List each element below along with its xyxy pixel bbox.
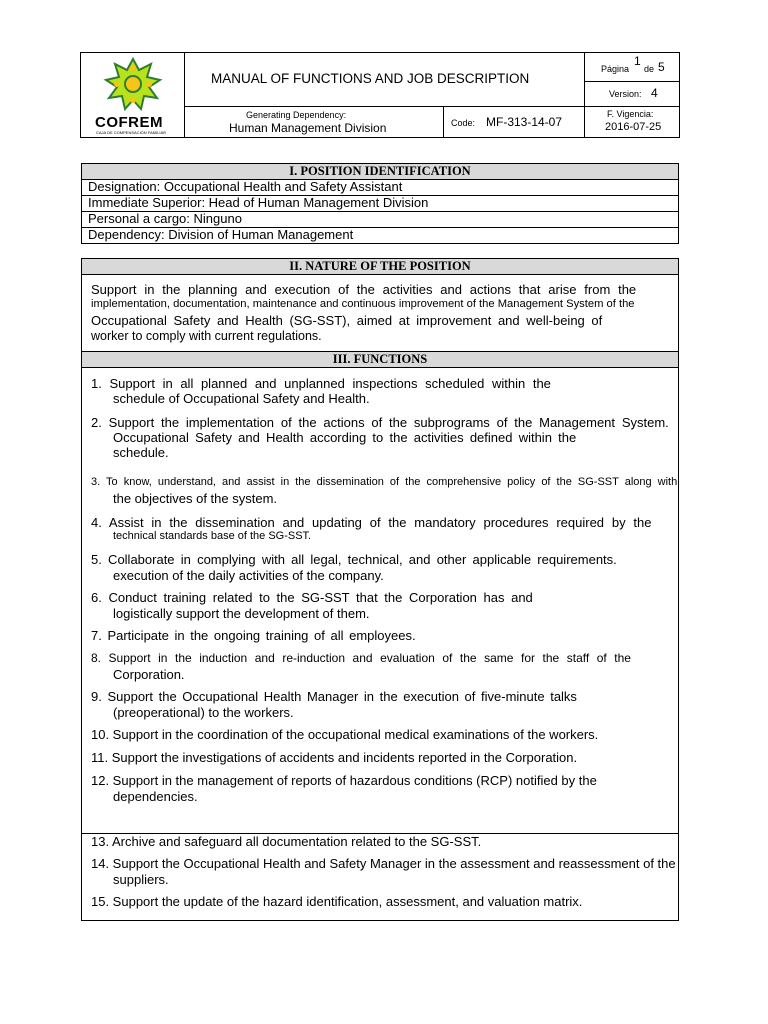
page-total: 5 [658, 60, 665, 74]
function-item: 15. Support the update of the hazard identification, assessment, and valuation matrix. [91, 894, 583, 909]
function-item-cont: logistically support the development of them. [113, 606, 370, 621]
designation-row: Designation: Occupational Health and Safety Assistant [88, 179, 403, 194]
document-title: MANUAL OF FUNCTIONS AND JOB DESCRIPTION [211, 71, 530, 86]
function-item: 4. Assist in the dissemination and updating of the mandatory procedures required by the [91, 515, 652, 530]
nature-heading: II. NATURE OF THE POSITION [81, 258, 679, 275]
code-label: Code: [451, 118, 476, 128]
nature-line: implementation, documentation, maintenance and continuous improvement of the Management System of the [91, 298, 635, 310]
function-item-cont: technical standards base of the SG-SST. [113, 530, 312, 542]
function-item-cont: Occupational Safety and Health according to the activities defined within the [113, 430, 577, 445]
nature-line: Support in the planning and execution of the activities and actions that arise from the [91, 282, 637, 297]
logo-text: COFREM [95, 114, 163, 131]
nature-line: Occupational Safety and Health (SG-SST), aimed at improvement and well-being of [91, 313, 603, 328]
function-item: 3. To know, understand, and assist in the dissemination of the comprehensive policy of the SG-SST along with [91, 476, 678, 488]
function-item: 6. Conduct training related to the SG-SST that the Corporation has and [91, 590, 533, 605]
function-item: 8. Support in the induction and re-induction and evaluation of the same for the staff of the [91, 651, 631, 665]
page-label: Página [601, 64, 630, 74]
logo-subtext: CAJA DE COMPENSACIÓN FAMILIAR [96, 130, 167, 135]
function-item: 9. Support the Occupational Health Manager in the execution of five-minute talks [91, 689, 577, 704]
function-item: 1. Support in all planned and unplanned inspections scheduled within the [91, 376, 551, 391]
function-item-cont: execution of the daily activities of the company. [113, 568, 384, 583]
cofrem-logo [89, 56, 177, 134]
function-item-cont: the objectives of the system. [113, 491, 278, 506]
generating-dependency-value: Human Management Division [229, 121, 387, 135]
function-item: 7. Participate in the ongoing training of all employees. [91, 628, 416, 643]
page-of-label: de [644, 64, 655, 74]
dependency-row: Dependency: Division of Human Management [88, 227, 354, 242]
logo-emblem-icon [89, 56, 177, 112]
function-item-cont: dependencies. [113, 789, 198, 804]
function-item: 14. Support the Occupational Health and Safety Manager in the assessment and reassessment of the [91, 856, 676, 871]
function-item: 10. Support in the coordination of the occupational medical examinations of the workers. [91, 727, 599, 742]
function-item-cont: Corporation. [113, 667, 185, 682]
function-item: 11. Support the investigations of accidents and incidents reported in the Corporation. [91, 750, 578, 765]
function-item: 5. Collaborate in complying with all legal, technical, and other applicable requirements. [91, 552, 617, 567]
version-value: 4 [651, 86, 658, 100]
generating-dependency-label: Generating Dependency: [246, 110, 347, 120]
immediate-superior-row: Immediate Superior: Head of Human Management Division [88, 195, 429, 210]
identification-heading: I. POSITION IDENTIFICATION [81, 163, 679, 180]
nature-line: worker to comply with current regulations. [91, 329, 322, 343]
code-value: MF-313-14-07 [486, 115, 563, 129]
function-item: 2. Support the implementation of the actions of the subprograms of the Management System. [91, 415, 669, 430]
function-item-cont: suppliers. [113, 872, 169, 887]
function-item-cont: schedule of Occupational Safety and Health. [113, 391, 370, 406]
vigencia-label: F. Vigencia: [607, 109, 654, 119]
personal-a-cargo-row: Personal a cargo: Ninguno [88, 211, 242, 226]
function-item-cont: schedule. [113, 445, 169, 460]
version-label: Version: [609, 89, 642, 99]
function-item-cont: (preoperational) to the workers. [113, 705, 294, 720]
vigencia-value: 2016-07-25 [605, 121, 662, 133]
page-number: 1 [634, 54, 641, 68]
functions-heading: III. FUNCTIONS [81, 351, 679, 368]
document-header [80, 52, 680, 138]
function-item: 13. Archive and safeguard all documentation related to the SG-SST. [91, 834, 482, 849]
function-item: 12. Support in the management of reports of hazardous conditions (RCP) notified by the [91, 773, 597, 788]
